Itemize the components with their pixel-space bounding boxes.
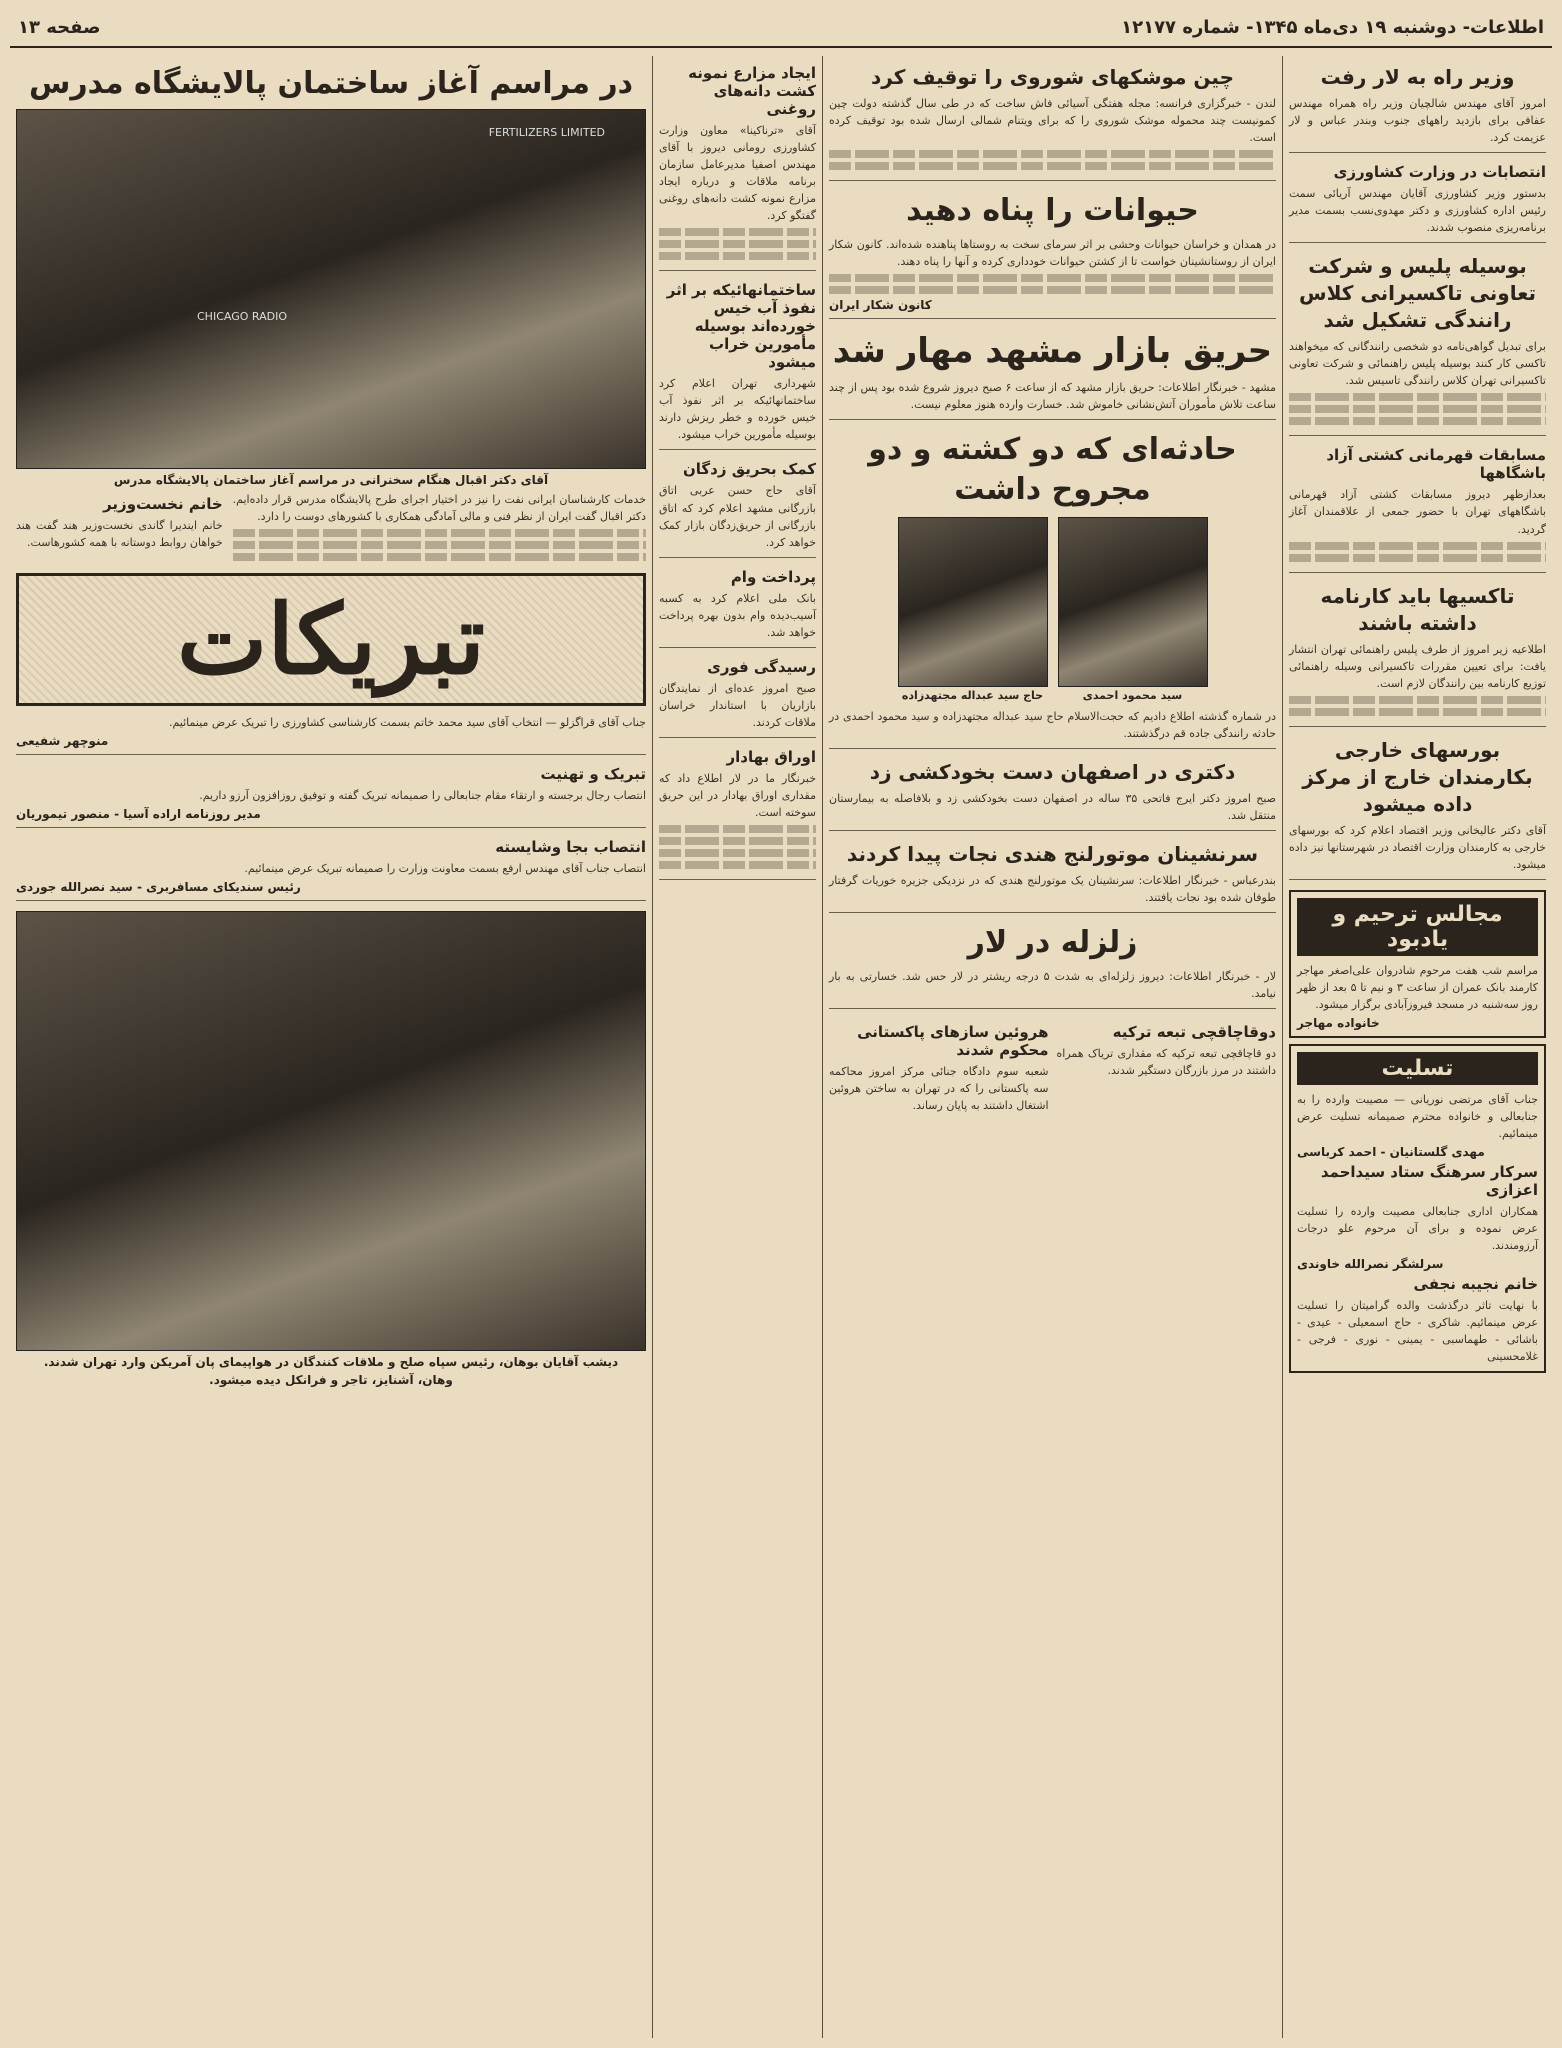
portrait-1 [1058, 517, 1208, 702]
bottom-row [829, 1019, 1276, 1114]
condolence2-signature: سرلشگر نصرالله خاوندی [1297, 1257, 1444, 1272]
article-bourse [1289, 737, 1546, 880]
congratulations-title: تبریکات [16, 573, 646, 706]
portrait-pair [829, 517, 1276, 702]
condolence-body: جناب آقای مرتضی نوریانی — مصیبت وارده را به جنابعالی و خانواده محترم صمیمانه تسلیت عرض مینمائیم. [1297, 1092, 1538, 1141]
article-securities [659, 748, 816, 880]
text-line [659, 861, 816, 869]
signature: مدیر روزنامه اراده آسیا - منصور تیموریان [16, 806, 261, 821]
article-signature: کانون شکار ایران [829, 297, 932, 312]
headline: دوقاچاقچی تبعه ترکیه [1112, 1022, 1276, 1041]
text-line [659, 849, 816, 857]
article-body: بدستور وزیر کشاورزی آقایان مهندس آریائی سمت رئیس اداره کشاورزی و دکتر مهدوی‌نسب بسمت مدیر برنامه‌ریزی منصوب شدند. [1289, 187, 1546, 235]
article-body: شهرداری تهران اعلام کرد ساختمانهائیکه بر اثر نفوذ آب خیس خورده و خطر ریزش دارند بوسیله مأمورین خراب میشود. [659, 377, 816, 442]
headline: انتصاب بجا وشایسته [495, 837, 646, 856]
article-body: صبح امروز عده‌ای از نمایندگان بازاریان با استاندار خراسان ملاقات کردند. [659, 681, 816, 729]
text-line [233, 553, 646, 561]
photo-sign-text: FERTILIZERS LIMITED [488, 125, 605, 139]
article-farms [659, 64, 816, 271]
text-line [1289, 542, 1546, 550]
memorial-signature: خانواده مهاجر [1297, 1015, 1380, 1030]
text-line [1289, 696, 1546, 704]
congrat-2 [16, 765, 646, 828]
headline: اوراق بهادار [726, 747, 816, 766]
text-line [659, 837, 816, 845]
article-body: آقای دکتر عالیخانی وزیر اقتصاد اعلام کرد که بورسهای خارجی به کارمندان وزارت اقتصاد در شهرستانها نیز داده میشود. [1289, 823, 1546, 871]
headline: حریق بازار مشهد مهار شد [832, 330, 1273, 371]
headline: بوسیله پلیس و شرکت تعاونی تاکسیرانی کلاس رانندگی تشکیل شد [1298, 254, 1537, 333]
article-body: دو قاچاقچی تبعه ترکیه که مقداری تریاک همراه داشتند در مرز بازرگان دستگیر شدند. [1056, 1046, 1276, 1077]
article-body: بعدازظهر دیروز مسابقات کشتی آزاد قهرمانی باشگاههای تهران با حضور جمعی از علاقمندان آغاز گردید. [1289, 488, 1546, 536]
headline: انتصابات در وزارت کشاورزی [1333, 163, 1546, 182]
bottom-photo-caption: دیشب آقایان بوهان، رئیس سپاه صلح و ملاقات کنندگان در هواپیمای پان آمریکن وارد تهران شدند. [43, 1354, 619, 1369]
text-line [829, 274, 1276, 282]
article-road [1289, 64, 1546, 153]
headline: تاکسیها باید کارنامه داشته باشند [1320, 583, 1515, 635]
column-1 [1282, 56, 1552, 2038]
text-line [829, 286, 1276, 294]
column-3 [652, 56, 822, 2038]
final-head: خانم نجیبه نجفی [1413, 1275, 1538, 1294]
ceremony-caption: آقای دکتر اقبال هنگام سخنرانی در مراسم آغاز ساختمان پالایشگاه مدرس [113, 472, 549, 487]
memorial-title: مجالس ترحیم و یادبود [1297, 898, 1538, 956]
text-line [233, 541, 646, 549]
text-line [659, 252, 816, 260]
article-body: خانم ایندیرا گاندی نخست‌وزیر هند گفت هند خواهان روابط دوستانه با همه کشورهاست. [16, 518, 223, 549]
page-header [10, 8, 1552, 48]
headline: زلزله در لار [967, 925, 1138, 960]
text-line [1289, 554, 1546, 562]
masthead: اطلاعات- دوشنبه ۱۹ دی‌ماه ۱۳۴۵- شماره ۱۲۱۷۷ [1121, 16, 1544, 38]
article-body: امروز آقای مهندس شالچیان وزیر راه همراه مهندس عفافی برای بازدید راههای جنوب وبندر عباس و لار عزیمت کرد. [1289, 97, 1546, 145]
article-accident [829, 430, 1276, 749]
article-appointments [1289, 163, 1546, 243]
portrait-label: سید محمود احمدی [1082, 688, 1183, 702]
condolence-signature: مهدی گلستانیان - احمد کرباسی [1297, 1145, 1485, 1160]
text-line [829, 150, 1276, 158]
text-line [233, 529, 646, 537]
text-line [659, 228, 816, 236]
memorial-body: مراسم شب هفت مرحوم شادروان علی‌اصغر مهاجر کارمند بانک عمران از ساعت ۳ و نیم تا ۵ بعد از ظهر روز سه‌شنبه در مسجد فیروزآبادی برگزار میشود. [1297, 963, 1538, 1011]
article-body: صبح امروز دکتر ایرج فاتحی ۳۵ ساله در اصفهان دست بخودکشی زد و بلافاصله به بیمارستان منتقل شد. [829, 791, 1276, 822]
text-line [829, 162, 1276, 170]
article-body: بانک ملی اعلام کرد به کسبه آسیب‌دیده وام بدون بهره پرداخت خواهد شد. [659, 591, 816, 639]
ceremony-photo [16, 109, 646, 469]
condolence2-body: همکاران اداری جنابعالی مصیبت وارده را تسلیت عرض نموده و برای آن مرحوم علو درجات آرزومندند. [1297, 1205, 1538, 1253]
headline: مسابقات قهرمانی کشتی آزاد باشگاهها [1326, 446, 1546, 483]
article-body: خبرنگار ما در لار اطلاع داد که مقداری اوراق بهادار در این حریق سوخته است. [659, 771, 816, 820]
condolence-notice [1289, 1044, 1546, 1373]
headline: وزیر راه به لار رفت [1320, 65, 1515, 89]
portrait-2 [898, 517, 1048, 702]
article-body: خدمات کارشناسان ایرانی نفت را نیز در اختیار اجرای طرح پالایشگاه مدرس قرار داده‌ایم. دکتر اقبال گفت ایران از نظر فنی و مالی آمادگی همکاری با کشورهای دوست را دارد. [232, 492, 646, 523]
condolence2-head: سرکار سرهنگ ستاد سیداحمد اعزازی [1320, 1163, 1538, 1200]
portrait-photo [898, 517, 1048, 687]
article-body: جناب آقای قراگزلو — انتخاب آقای سید محمد خاتم بسمت کارشناسی کشاورزی را تبریک عرض مینمائیم. [168, 715, 646, 729]
article-body: لار - خبرنگار اطلاعات: دیروز زلزله‌ای به شدت ۵ درجه ریشتر در لار حس شد. خسارتی به بار نیامد. [829, 969, 1276, 1000]
article-body: انتصاب رجال برجسته و ارتقاء مقام جنابعالی را صمیمانه تبریک گفته و توفیق روزافزون آرزو داریم. [199, 788, 646, 802]
article-body: در شماره گذشته اطلاع دادیم که حجت‌الاسلام حاج سید عبداله مجتهدزاده و سید محمود احمدی در حادثه رانندگی جاده قم درگذشتند. [829, 709, 1276, 740]
congrat-3 [16, 838, 646, 901]
article-body: انتصاب جناب آقای مهندس ارفع بسمت معاونت وزارت را صمیمانه تبریک عرض مینمائیم. [244, 861, 646, 875]
headline: رسیدگی فوری [707, 657, 816, 676]
headline: ایجاد مزارع نمونه کشت دانه‌های روغنی [688, 64, 816, 118]
article-heroin [829, 1019, 1049, 1114]
article-body: شعبه سوم دادگاه جنائی مرکز امروز محاکمه سه پاکستانی را که در تهران به ساختن هروئین اشتغال داشتند به پایان رساند. [829, 1064, 1049, 1112]
headline: پرداخت وام [730, 567, 816, 586]
text-line [1289, 393, 1546, 401]
headline: هروئین سازهای پاکستانی محکوم شدند [857, 1022, 1049, 1059]
article-doctor [829, 759, 1276, 831]
memorial-notice [1289, 890, 1546, 1038]
condolence-title: تسلیت [1297, 1052, 1538, 1085]
article-boat [829, 841, 1276, 913]
newspaper-page [10, 8, 1552, 2038]
portrait-photo [1058, 517, 1208, 687]
ceremony-text [233, 491, 646, 565]
portrait-label: حاج سید عبداله مجتهدزاده [901, 688, 1044, 702]
article-fire [829, 329, 1276, 420]
photo-mic-text: CHICAGO RADIO [197, 309, 287, 323]
final-body: با نهایت تاثر درگذشت والده گرامیتان را تسلیت عرض مینمائیم. شاکری - حاج اسمعیلی - عیدی - باشائی - طهماسبی - یمینی - نوری - فرجی - غلامحسینی [1297, 1299, 1538, 1364]
headline: حادثه‌ای که دو کشته و دو مجروح داشت [868, 431, 1237, 508]
headline: کمک بحریق زدگان [682, 460, 816, 479]
article-body: برای تبدیل گواهی‌نامه دو شخصی رانندگانی که میخواهند تاکسی کار کنند بوسیله پلیس راهنمائی و شرکت تعاونی تاکسیرانی تهران کلاس رانندگی تاسیس شد. [1289, 340, 1546, 388]
text-line [1289, 417, 1546, 425]
article-body: آقای حاج حسن عربی اتاق بازرگانی مشهد اعلام کرد که اتاق بازرگانی از حریق‌زدگان بازار کمک خواهد کرد. [659, 484, 816, 549]
text-line [1289, 405, 1546, 413]
article-quake [829, 923, 1276, 1009]
headline: خانم نخست‌وزیر [103, 494, 223, 513]
article-body: اطلاعیه زیر امروز از طرف پلیس راهنمائی تهران انتشار یافت: برای تعیین مقررات تاکسیرانی وسیله راهنمائی توزیع کارنامه بین رانندگان لازم است. [1289, 642, 1546, 690]
article-body: آقای «ترناکینا» معاون وزارت کشاورزی رومانی دیروز با آقای مهندس اصفیا مدیرعامل سازمان برنامه ملاقات و درباره ایجاد مزارع نمونه کشت دانه‌های روغنی گفتگو کرد. [659, 124, 816, 223]
article-taxi [1289, 583, 1546, 727]
article-wrestling [1289, 446, 1546, 572]
article-review [659, 658, 816, 738]
text-line [659, 240, 816, 248]
bottom-photo-caption-tail: وهان، آشنایز، تاجر و فرانکل دیده میشود. [209, 1372, 453, 1387]
ceremony-headline: در مراسم آغاز ساختمان پالایشگاه مدرس [28, 66, 633, 101]
article-smugglers [1057, 1019, 1277, 1114]
headline: بورسهای خارجی بکارمندان خارج از مرکز داده میشود [1302, 737, 1533, 816]
article-missiles [829, 64, 1276, 181]
article-body: لندن - خبرگزاری فرانسه: مجله هفتگی آسیائی فاش ساخت که در طی سال گذشته دولت چین کمونیست چند محموله موشک شوروی را که برای ویتنام شمالی ارسال شده بود توقیف کرده است. [829, 97, 1276, 145]
article-police [1289, 253, 1546, 436]
article-help [659, 460, 816, 557]
headline: حیوانات را پناه دهید [906, 193, 1199, 229]
signature: منوچهر شفیعی [16, 733, 109, 748]
column-4 [10, 56, 652, 2038]
congrat-1 [16, 714, 646, 755]
headline: سرنشینان موتورلنج هندی نجات پیدا کردند [846, 841, 1259, 866]
headline: تبریک و تهنیت [540, 764, 646, 783]
headline: دکتری در اصفهان دست بخودکشی زد [869, 759, 1236, 784]
ceremony-row [16, 491, 646, 565]
article-buildings [659, 281, 816, 450]
headline: چین موشکهای شوروی را توقیف کرد [871, 65, 1234, 89]
page-number: صفحه ۱۳ [18, 16, 101, 38]
article-animals [829, 191, 1276, 319]
headline: ساختمانهائیکه بر اثر نفوذ آب خیس خورده‌اند بوسیله مأمورین خراب میشود [666, 281, 816, 372]
article-loan [659, 568, 816, 648]
article-body: بندرعباس - خبرنگار اطلاعات: سرنشینان یک موتورلنج هندی که در نزدیکی جزیره خوریات گرفتار طوفان شده بود نجات یافتند. [829, 873, 1276, 904]
bottom-photo [16, 911, 646, 1351]
text-line [659, 825, 816, 833]
article-body: در همدان و خراسان حیوانات وحشی بر اثر سرمای سخت به روستاها پناهنده شده‌اند. کانون شکار ایران از روستانشینان خواست تا از کشتن حیوانات خودداری کرده و آنها را پناه دهند. [829, 237, 1276, 268]
signature: رئیس سندیکای مسافربری - سید نصرالله جوردی [16, 879, 301, 894]
text-line [1289, 708, 1546, 716]
article-body: مشهد - خبرنگار اطلاعات: حریق بازار مشهد که از ساعت ۶ صبح دیروز شروع شده بود پس از چند ساعت تلاش مأموران آتش‌نشانی خاموش شد. خسارت وارده هنوز معلوم نیست. [829, 380, 1276, 411]
side-article [16, 491, 223, 565]
column-2 [822, 56, 1282, 2038]
